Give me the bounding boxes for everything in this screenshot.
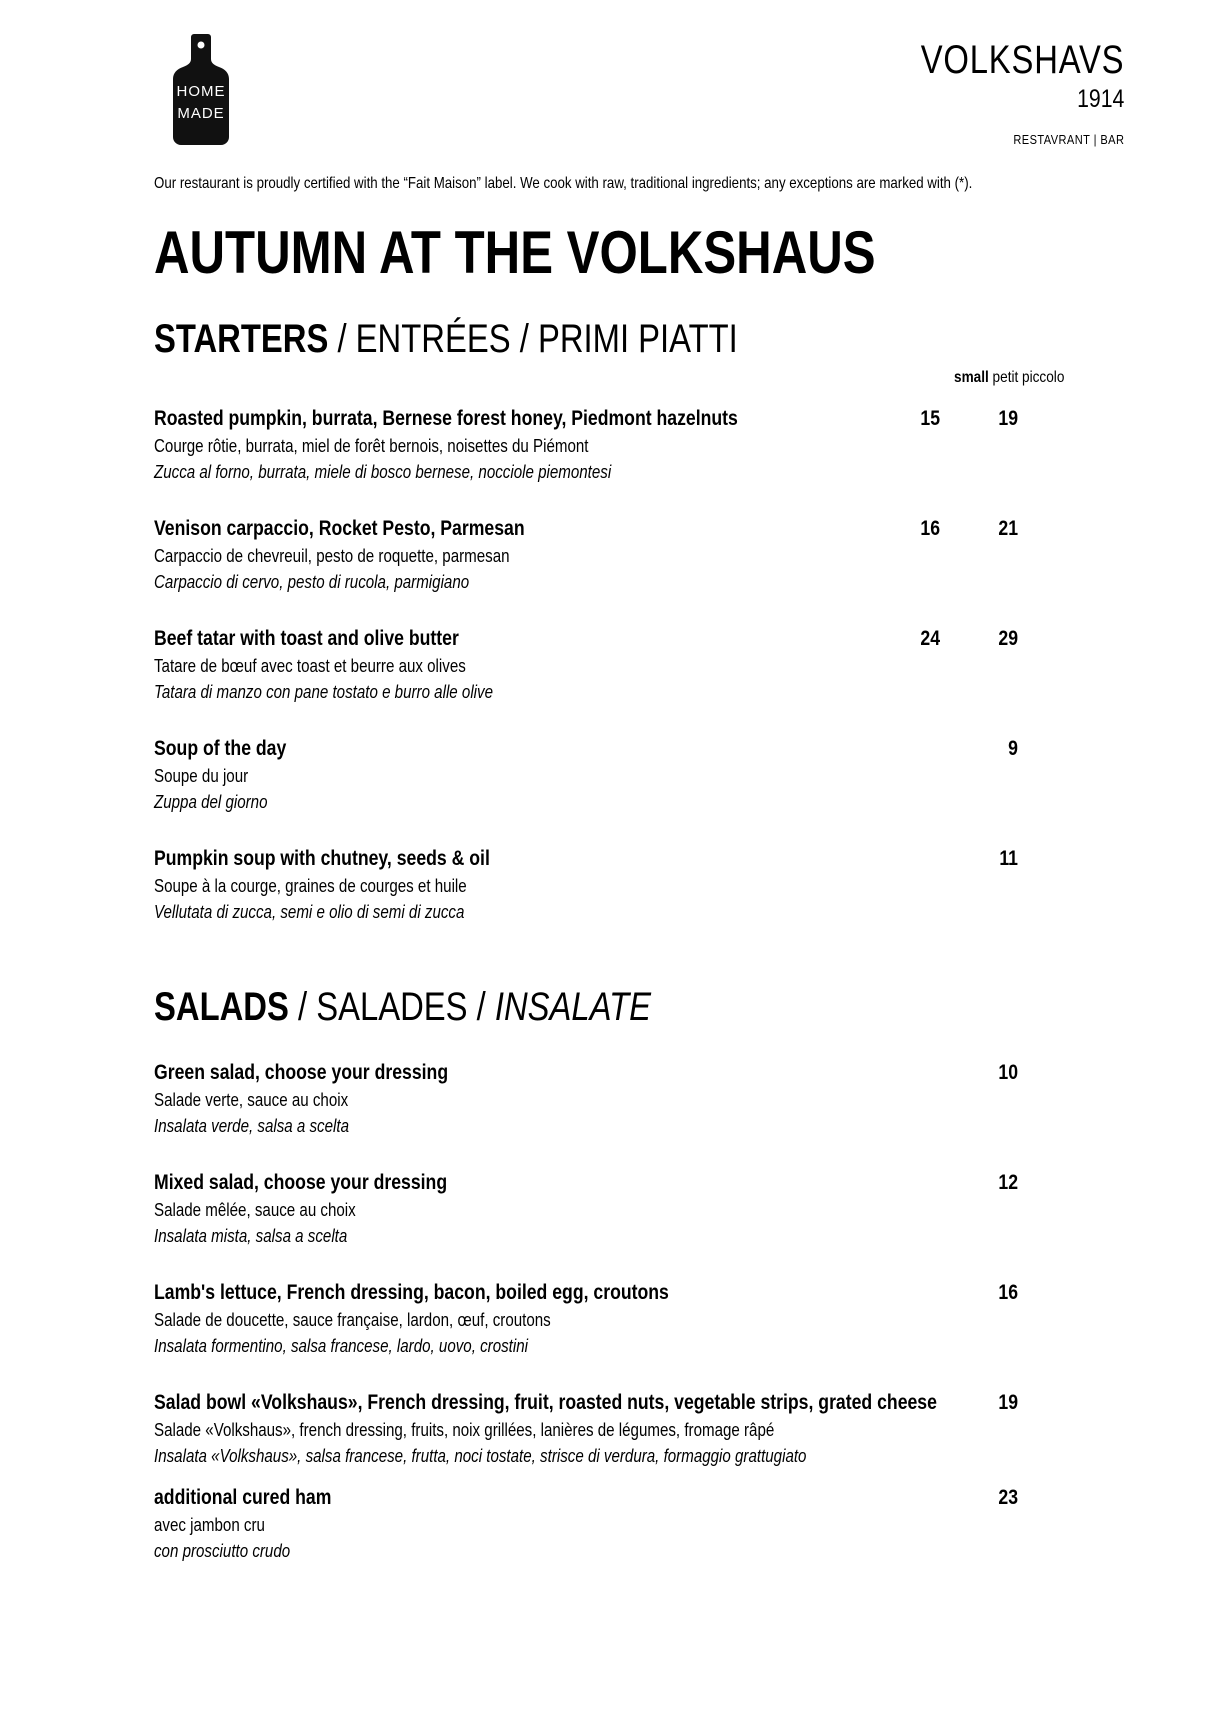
price: 19 bbox=[998, 1391, 1018, 1414]
menu-item bbox=[154, 625, 1114, 705]
item-name-it: Zuppa del giorno bbox=[154, 792, 268, 812]
starters-sep-1: / bbox=[328, 317, 356, 361]
price: 11 bbox=[999, 847, 1018, 870]
item-name-en: Roasted pumpkin, burrata, Bernese forest honey, Piedmont hazelnuts bbox=[154, 407, 738, 430]
menu-item bbox=[154, 405, 1114, 485]
item-name-it: Carpaccio di cervo, pesto di rucola, parmigiano bbox=[154, 572, 470, 592]
salads-title-it: INSALATE bbox=[494, 985, 652, 1029]
price: 21 bbox=[998, 517, 1018, 540]
salads-sep-1: / bbox=[288, 985, 317, 1029]
size-small-label: small bbox=[954, 369, 989, 386]
page-title: AUTUMN AT THE VOLKSHAUS bbox=[154, 219, 876, 286]
brand-subtitle: RESTAVRANT | BAR bbox=[1013, 132, 1124, 147]
item-name-fr: Tatare de bœuf avec toast et beurre aux olives bbox=[154, 656, 466, 676]
item-name-fr: Salade verte, sauce au choix bbox=[154, 1090, 349, 1110]
svg-text:HOME: HOME bbox=[176, 83, 226, 100]
item-name-en: Pumpkin soup with chutney, seeds & oil bbox=[154, 847, 490, 870]
menu-item bbox=[154, 1389, 1114, 1469]
price: 23 bbox=[998, 1486, 1018, 1509]
starters-sep-2: / bbox=[510, 317, 538, 361]
salads-title-en: SALADS bbox=[154, 985, 289, 1029]
item-name-en: Soup of the day bbox=[154, 737, 287, 760]
item-name-fr: Salade «Volkshaus», french dressing, fruits, noix grillées, lanières de légumes, fromage râpé bbox=[154, 1420, 775, 1440]
item-name-fr: Courge rôtie, burrata, miel de forêt bernois, noisettes du Piémont bbox=[154, 436, 589, 456]
item-name-it: Insalata mista, salsa a scelta bbox=[154, 1226, 348, 1246]
item-name-en: Lamb's lettuce, French dressing, bacon, boiled egg, croutons bbox=[154, 1281, 669, 1304]
fait-maison-notice: Our restaurant is proudly certified with the “Fait Maison” label. We cook with raw, traditional ingredients; any exceptions are marked with (*). bbox=[154, 175, 973, 192]
price-small: 24 bbox=[920, 627, 940, 650]
menu-item bbox=[154, 515, 1114, 595]
item-name-fr: Soupe à la courge, graines de courges et huile bbox=[154, 876, 467, 896]
price: 10 bbox=[998, 1061, 1018, 1084]
menu-item bbox=[154, 1169, 1114, 1249]
item-name-en: Green salad, choose your dressing bbox=[154, 1061, 449, 1084]
item-name-it: Tatara di manzo con pane tostato e burro alle olive bbox=[154, 682, 494, 702]
starters-title-fr: ENTRÉES bbox=[355, 317, 511, 361]
menu-item bbox=[154, 1279, 1114, 1359]
item-name-en: Beef tatar with toast and olive butter bbox=[154, 627, 459, 650]
svg-text:MADE: MADE bbox=[177, 105, 225, 122]
item-name-it: con prosciutto crudo bbox=[154, 1541, 291, 1561]
price-small: 16 bbox=[920, 517, 940, 540]
salads-title-fr: SALADES bbox=[316, 985, 468, 1029]
price: 29 bbox=[998, 627, 1018, 650]
item-name-en: additional cured ham bbox=[154, 1486, 332, 1509]
item-name-it: Insalata «Volkshaus», salsa francese, frutta, noci tostate, strisce di verdura, formaggio grattugiato bbox=[154, 1446, 807, 1466]
item-name-it: Vellutata di zucca, semi e olio di semi di zucca bbox=[154, 902, 465, 922]
item-name-fr: Salade mêlée, sauce au choix bbox=[154, 1200, 356, 1220]
item-name-en: Mixed salad, choose your dressing bbox=[154, 1171, 448, 1194]
item-name-fr: avec jambon cru bbox=[154, 1515, 265, 1535]
menu-item bbox=[154, 1059, 1114, 1139]
menu-item bbox=[154, 845, 1114, 925]
starters-title-en: STARTERS bbox=[154, 317, 329, 361]
item-name-it: Insalata formentino, salsa francese, lardo, uovo, crostini bbox=[154, 1336, 528, 1356]
price-small: 15 bbox=[920, 407, 940, 430]
price: 12 bbox=[998, 1171, 1018, 1194]
menu-item bbox=[154, 735, 1114, 815]
size-rest-label: petit piccolo bbox=[988, 369, 1065, 386]
item-name-fr: Soupe du jour bbox=[154, 766, 249, 786]
brand-year: 1914 bbox=[1076, 85, 1124, 113]
price: 19 bbox=[998, 407, 1018, 430]
starters-title-it: PRIMI PIATTI bbox=[537, 317, 738, 361]
brand-name: VOLKSHAVS bbox=[920, 38, 1124, 82]
item-name-it: Zucca al forno, burrata, miele di bosco bernese, nocciole piemontesi bbox=[154, 462, 612, 482]
price: 9 bbox=[1008, 737, 1018, 760]
item-name-en: Salad bowl «Volkshaus», French dressing, fruit, roasted nuts, vegetable strips, grated cheese bbox=[154, 1391, 937, 1414]
item-name-fr: Carpaccio de chevreuil, pesto de roquette, parmesan bbox=[154, 546, 510, 566]
item-name-fr: Salade de doucette, sauce française, lardon, œuf, croutons bbox=[154, 1310, 551, 1330]
salads-sep-2: / bbox=[467, 985, 495, 1029]
price: 16 bbox=[998, 1281, 1018, 1304]
menu-item bbox=[154, 1484, 1114, 1564]
item-name-it: Insalata verde, salsa a scelta bbox=[154, 1116, 349, 1136]
item-name-en: Venison carpaccio, Rocket Pesto, Parmesan bbox=[154, 517, 525, 540]
